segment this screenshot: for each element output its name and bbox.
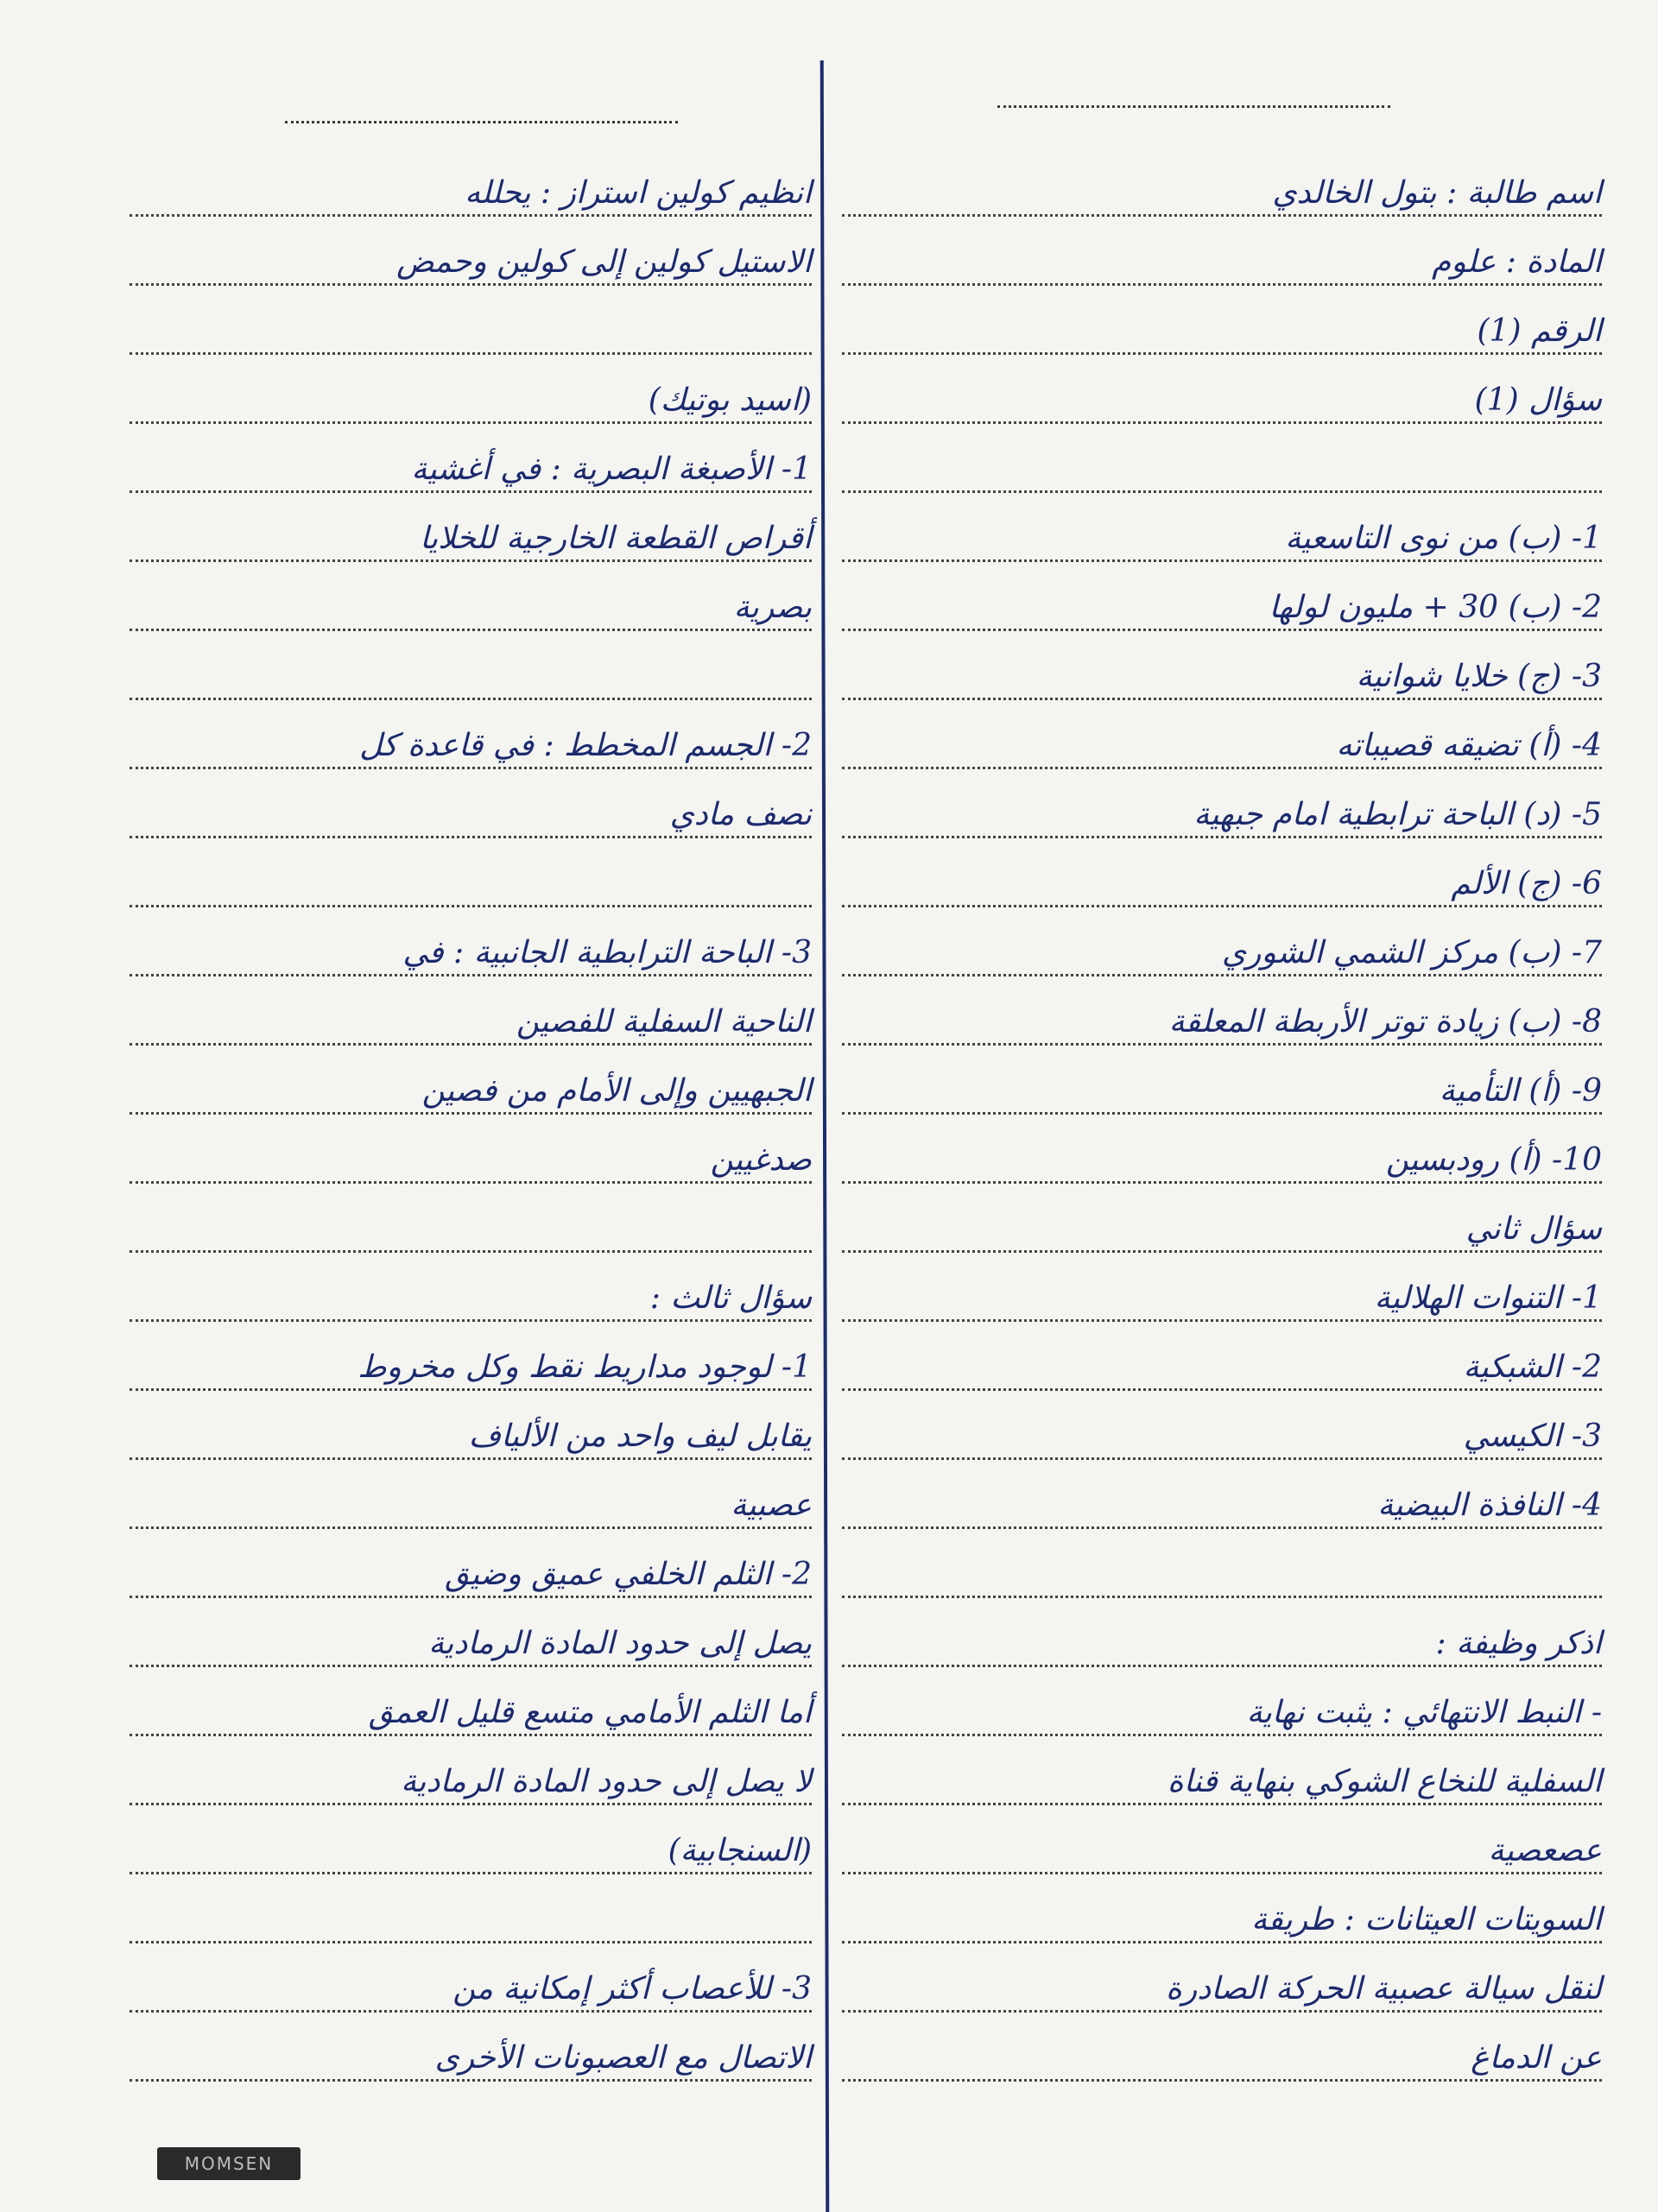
- handwritten-line: (السنجابية): [668, 1833, 812, 1868]
- handwritten-line: بصرية: [733, 590, 812, 625]
- ruled-line: [130, 1526, 812, 1529]
- right-column: [842, 0, 1602, 2212]
- handwritten-line: 1- (ب) من نوى التاسعية: [1285, 521, 1602, 556]
- handwritten-line: الجبهيين وإلى الأمام من فصين: [421, 1073, 812, 1109]
- ruled-line: [130, 1872, 812, 1874]
- handwritten-line: 2- الثلم الخلفي عميق وضيق: [445, 1557, 812, 1592]
- ruled-line: [842, 1526, 1602, 1529]
- ruled-line: [130, 490, 812, 493]
- ruled-line: [842, 421, 1602, 424]
- handwritten-line: عصبية: [731, 1488, 812, 1523]
- handwritten-line: سؤال ثاني: [1465, 1211, 1602, 1247]
- ruled-line: [130, 1941, 812, 1943]
- ruled-line: [130, 1319, 812, 1322]
- handwritten-line: الرقم (1): [1477, 313, 1602, 349]
- handwritten-line: 1- لوجود مداريط نقط وكل مخروط: [358, 1349, 812, 1385]
- handwritten-line: نصف مادي: [669, 797, 812, 832]
- ruled-line: [842, 352, 1602, 355]
- ruled-line: [842, 1734, 1602, 1736]
- column-divider: [820, 60, 830, 2212]
- ruled-line: [130, 629, 812, 631]
- ruled-line: [130, 1665, 812, 1667]
- handwritten-line: 3- الكيسي: [1463, 1419, 1602, 1454]
- ruled-line: [842, 698, 1602, 700]
- ruled-line: [842, 214, 1602, 217]
- left-column: [130, 0, 812, 2212]
- handwritten-line: أقراص القطعة الخارجية للخلايا: [420, 521, 812, 556]
- handwritten-line: السويتات العيتانات : طريقة: [1251, 1902, 1602, 1937]
- ruled-line: [842, 1181, 1602, 1184]
- handwritten-line: 3- الباحة الترابطية الجانبية : في: [402, 935, 812, 970]
- ruled-line: [130, 1388, 812, 1391]
- handwritten-line: 1- التنوات الهلالية: [1374, 1280, 1602, 1316]
- ruled-line: [130, 1457, 812, 1460]
- ruled-line: [842, 1872, 1602, 1874]
- ruled-line: [842, 2079, 1602, 2082]
- handwritten-line: يصل إلى حدود المادة الرمادية: [428, 1626, 812, 1661]
- handwritten-line: اسم طالبة : بتول الخالدي: [1272, 175, 1602, 211]
- handwritten-line: 10- (أ) رودبسين: [1385, 1142, 1602, 1178]
- ruled-line: [130, 767, 812, 769]
- handwritten-line: 7- (ب) مركز الشمي الشوري: [1221, 935, 1602, 970]
- ruled-line: [842, 767, 1602, 769]
- ruled-line: [842, 1043, 1602, 1046]
- handwritten-line: الناحية السفلية للفصين: [516, 1004, 812, 1040]
- handwritten-line: المادة : علوم: [1432, 244, 1602, 280]
- ruled-line: [130, 2010, 812, 2013]
- ruled-line: [130, 974, 812, 976]
- handwritten-line: 2- الجسم المخطط : في قاعدة كل: [359, 728, 812, 763]
- handwritten-line: 3- للأعصاب أكثر إمكانية من: [452, 1971, 812, 2007]
- ruled-line: [130, 1043, 812, 1046]
- handwritten-line: يقابل ليف واحد من الألياف: [468, 1419, 812, 1454]
- ruled-line: [842, 1388, 1602, 1391]
- handwritten-line: لنقل سيالة عصبية الحركة الصادرة: [1165, 1971, 1602, 2007]
- handwritten-line: 2- (ب) 30 + مليون لولها: [1269, 590, 1602, 625]
- ruled-line: [130, 352, 812, 355]
- ruled-line: [842, 1665, 1602, 1667]
- handwritten-line: الاستيل كولين إلى كولين وحمض: [396, 244, 812, 280]
- ruled-line: [130, 559, 812, 562]
- ruled-line: [130, 2079, 812, 2082]
- handwritten-line: أما الثلم الأمامي متسع قليل العمق: [368, 1695, 812, 1730]
- handwritten-line: - النبط الانتهائي : يثبت نهاية: [1246, 1695, 1602, 1730]
- handwritten-line: 8- (ب) زيادة توتر الأربطة المعلقة: [1168, 1004, 1602, 1040]
- handwritten-line: اذكر وظيفة :: [1435, 1626, 1602, 1661]
- handwritten-line: انظيم كولين استراز : يحلله: [465, 175, 812, 211]
- ruled-line: [842, 283, 1602, 286]
- ruled-line: [842, 1319, 1602, 1322]
- ruled-line: [842, 974, 1602, 976]
- handwritten-line: عصعصية: [1488, 1833, 1602, 1868]
- handwritten-line: 4- النافذة البيضية: [1377, 1488, 1602, 1523]
- handwritten-line: الاتصال مع العصبونات الأخرى: [434, 2040, 812, 2076]
- handwritten-line: 4- (أ) تضيقه قصيباته: [1336, 728, 1602, 763]
- handwritten-line: صدغيين: [710, 1142, 812, 1178]
- scanner-logo: MOMSEN: [157, 2147, 301, 2180]
- ruled-line: [130, 836, 812, 838]
- ruled-line: [130, 905, 812, 907]
- ruled-line: [130, 283, 812, 286]
- handwritten-line: (اسيد بوتيك): [648, 382, 812, 418]
- handwritten-line: 9- (أ) التأمية: [1439, 1073, 1602, 1109]
- handwritten-line: 5- (د) الباحة ترابطية امام جبهية: [1193, 797, 1602, 832]
- handwritten-line: عن الدماغ: [1471, 2040, 1602, 2076]
- ruled-line: [842, 1112, 1602, 1115]
- ruled-line: [842, 836, 1602, 838]
- handwritten-line: السفلية للنخاع الشوكي بنهاية قناة: [1167, 1764, 1602, 1799]
- ruled-line: [842, 1457, 1602, 1460]
- ruled-line: [130, 1596, 812, 1598]
- ruled-line: [842, 559, 1602, 562]
- ruled-line: [130, 1803, 812, 1805]
- ruled-line: [130, 1250, 812, 1253]
- ruled-line: [842, 2010, 1602, 2013]
- ruled-line: [130, 698, 812, 700]
- handwritten-line: 6- (ج) الألم: [1451, 866, 1602, 901]
- ruled-line: [130, 214, 812, 217]
- ruled-line: [130, 421, 812, 424]
- ruled-line: [842, 905, 1602, 907]
- ruled-line: [842, 1596, 1602, 1598]
- ruled-line: [130, 1734, 812, 1736]
- handwritten-line: 2- الشبكية: [1463, 1349, 1602, 1385]
- ruled-line: [842, 1250, 1602, 1253]
- handwritten-line: 3- (ج) خلايا شوانية: [1356, 659, 1602, 694]
- ruled-line: [842, 1941, 1602, 1943]
- handwritten-line: 1- الأصبغة البصرية : في أغشية: [411, 452, 812, 487]
- handwritten-line: لا يصل إلى حدود المادة الرمادية: [401, 1764, 812, 1799]
- ruled-line: [842, 490, 1602, 493]
- ruled-line: [842, 1803, 1602, 1805]
- handwritten-line: سؤال ثالث :: [649, 1280, 812, 1316]
- ruled-line: [130, 1181, 812, 1184]
- ruled-line: [842, 629, 1602, 631]
- handwritten-line: سؤال (1): [1474, 382, 1602, 418]
- ruled-line: [130, 1112, 812, 1115]
